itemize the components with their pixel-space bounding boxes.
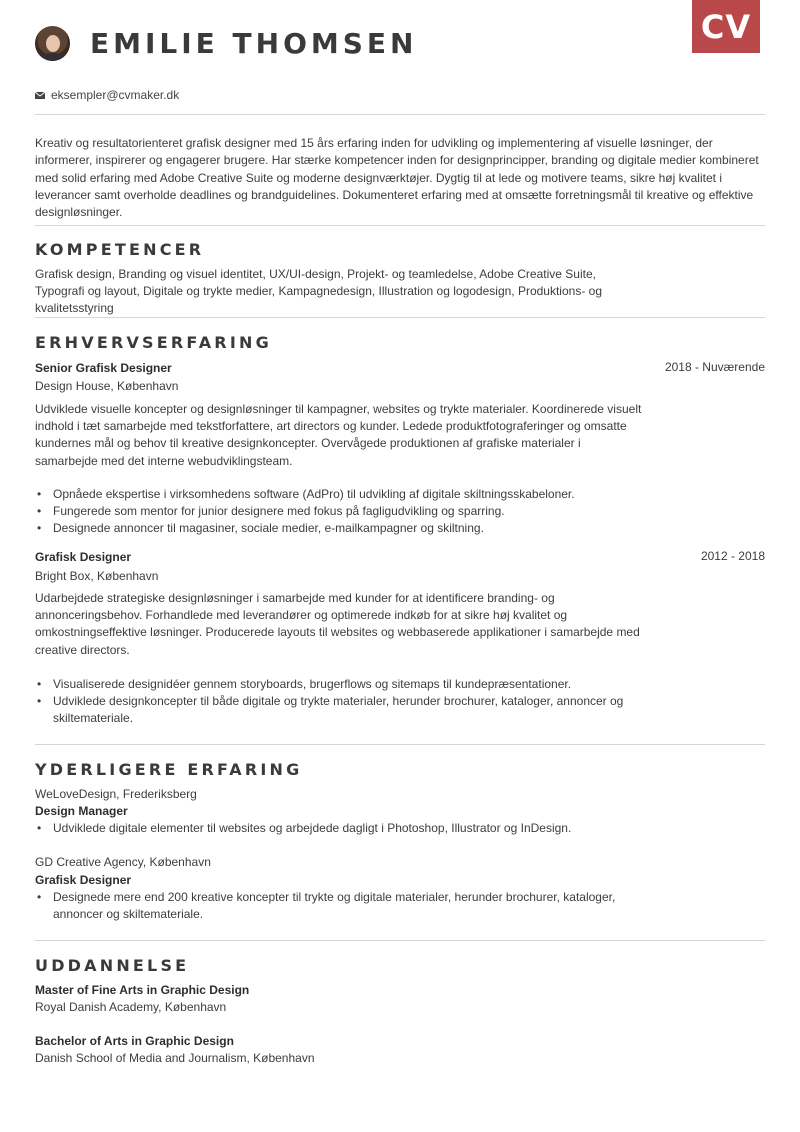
job-dates: 2018 - Nuværende <box>664 360 765 374</box>
list-item: • Udviklede digitale elementer til websites og arbejdede dagligt i Photoshop, Illustrator og InDesign. <box>35 820 655 837</box>
job-dates: 2012 - 2018 <box>700 549 765 563</box>
section-title-skills: KOMPETENCER <box>35 240 205 259</box>
education-degree: Bachelor of Arts in Graphic Design <box>35 1034 234 1048</box>
job-achievements <box>35 676 635 728</box>
list-item: • Opnåede ekspertise i virksomhedens software (AdPro) til udvikling af digitale skiltningsskabeloner. <box>35 486 655 503</box>
job-company: Design House, København <box>35 379 179 393</box>
divider <box>35 114 765 115</box>
divider <box>35 744 765 745</box>
section-title-education: UDDANNELSE <box>35 956 190 975</box>
additional-role: Design Manager <box>35 804 128 818</box>
job-achievements <box>35 486 655 538</box>
divider <box>35 225 765 226</box>
divider <box>35 317 765 318</box>
skills-text: Grafisk design, Branding og visuel identitet, UX/UI-design, Projekt- og teamledelse, Adobe Creative Suite, Typografi og layout, Digitale og trykte medier, Kampagnedesign, Illustration og logodesign, Produktions- og kvalitetsstyring <box>35 267 602 316</box>
job-description: Udarbejdede strategiske designløsninger i samarbejde med kunder for at identificere branding- og annonceringsbehov. Forhandlede med leverandører og optimerede indkøb for at sikre høj kvalitet og omkostningseffektive løsninger. Producerede layouts til websites og webbaserede applikationer i samarbejde med creative directors. <box>35 591 640 657</box>
list-item: • Designede annoncer til magasiner, sociale medier, e-mailkampagner og skiltning. <box>35 520 655 537</box>
section-title-additional: YDERLIGERE ERFARING <box>35 760 303 779</box>
additional-bullets <box>35 889 625 923</box>
header <box>35 26 417 61</box>
avatar <box>35 26 70 61</box>
education-school: Royal Danish Academy, København <box>35 1000 227 1014</box>
education-school: Danish School of Media and Journalism, København <box>35 1051 315 1065</box>
additional-company: GD Creative Agency, København <box>35 855 211 869</box>
profile-summary: Kreativ og resultatorienteret grafisk designer med 15 års erfaring inden for udvikling og implementering af visuelle løsninger, der informerer, inspirerer og engagerer brugere. Har stærke kompetencer inden for designprincipper, branding og digitale medier kombineret med solid erfaring med Adobe Creative Suite og moderne designværktøjer. Dygtig til at lede og motivere teams, sikre høj kvalitet i leverancer samt overholde deadlines og brandguidelines. Dokumenteret erfaring med at omsætte forretningsmål til kreative og effektive designløsninger. <box>35 136 759 220</box>
list-item: • Visualiserede designidéer gennem storyboards, brugerflows og sitemaps til kundepræsentationer. <box>35 676 635 693</box>
additional-bullets <box>35 820 655 837</box>
candidate-name: EMILIE THOMSEN <box>90 27 418 60</box>
job-description: Udviklede visuelle koncepter og designløsninger til kampagner, websites og trykte materialer. Koordinerede visuelt indhold i tæt samarbejde med tekstforfattere, art directors og kunder. Ledede produktfotograferinger og omsatte kundernes mål og behov til kreative designkoncepter. Overvågede produktionen af grafiske materialer i samarbejde med det interne webudviklingsteam. <box>35 402 642 468</box>
envelope-icon <box>35 92 45 99</box>
contact-email[interactable] <box>35 88 179 102</box>
list-item: • Fungerede som mentor for junior designere med fokus på fagligudvikling og sparring. <box>35 503 655 520</box>
job-role: Senior Grafisk Designer <box>35 361 172 375</box>
section-title-experience: ERHVERVSERFARING <box>35 333 272 352</box>
additional-company: WeLoveDesign, Frederiksberg <box>35 787 197 801</box>
divider <box>35 940 765 941</box>
additional-role: Grafisk Designer <box>35 873 132 887</box>
list-item: • Designede mere end 200 kreative koncepter til trykte og digitale materialer, herunder brochurer, kataloger, annoncer og skiltemateriale. <box>35 889 625 923</box>
education-degree: Master of Fine Arts in Graphic Design <box>35 983 250 997</box>
email-text: eksempler@cvmaker.dk <box>51 88 180 102</box>
job-company: Bright Box, København <box>35 569 159 583</box>
list-item: • Udviklede designkoncepter til både digitale og trykte materialer, herunder brochurer, kataloger, annoncer og skiltemateriale. <box>35 693 635 727</box>
cv-badge: CV <box>692 0 760 53</box>
job-role: Grafisk Designer <box>35 550 132 564</box>
